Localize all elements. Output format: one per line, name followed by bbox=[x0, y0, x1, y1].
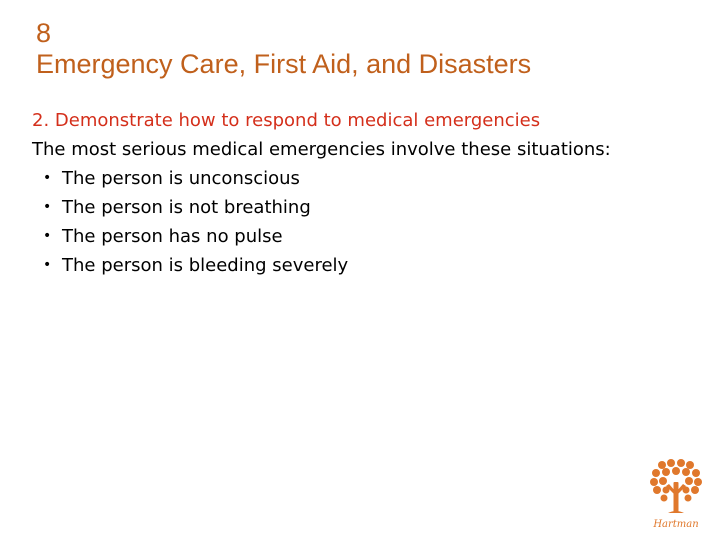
bullet-icon: • bbox=[43, 170, 52, 186]
hartman-logo-icon bbox=[642, 456, 710, 534]
slide-title bbox=[36, 18, 676, 80]
bullet-list bbox=[32, 164, 702, 280]
bullet-icon: • bbox=[43, 199, 52, 215]
bullet-item: • The person is not breathing bbox=[32, 193, 702, 222]
chapter-number: 8 bbox=[36, 18, 52, 48]
logo-wordmark: Hartman bbox=[653, 519, 699, 530]
intro-text: The most serious medical emergencies involve these situations: bbox=[32, 139, 611, 160]
bullet-icon: • bbox=[43, 228, 52, 244]
slide-content bbox=[32, 106, 702, 280]
bullet-icon: • bbox=[43, 257, 52, 273]
chapter-title: Emergency Care, First Aid, and Disasters bbox=[36, 49, 532, 79]
bullet-item: • The person has no pulse bbox=[32, 222, 702, 251]
bullet-item: • The person is unconscious bbox=[32, 164, 702, 193]
bullet-item: • The person is bleeding severely bbox=[32, 251, 702, 280]
subheading: 2. Demonstrate how to respond to medical emergencies bbox=[32, 110, 541, 131]
